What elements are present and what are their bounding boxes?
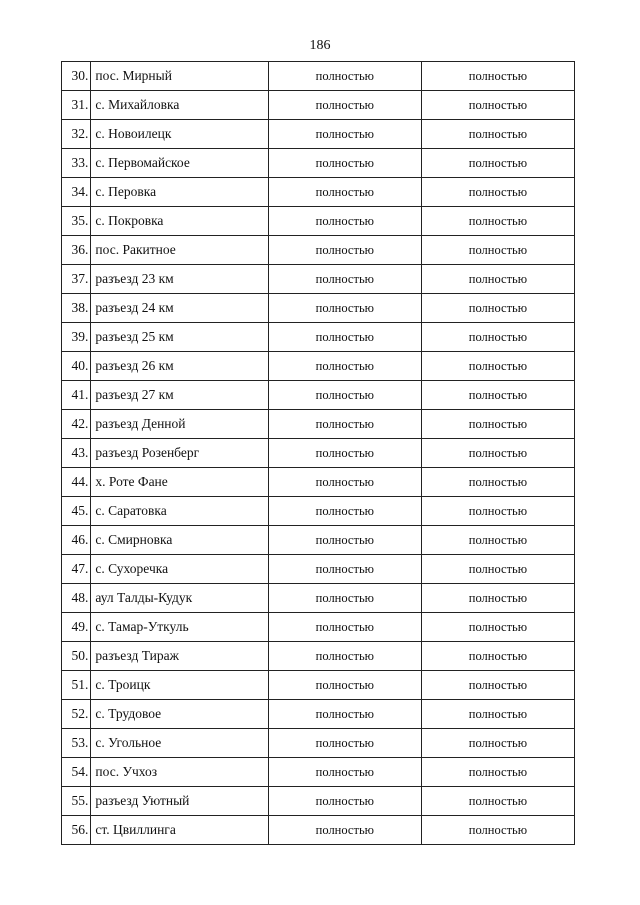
coverage-cell-2: полностью bbox=[421, 120, 574, 149]
row-number: 43. bbox=[62, 439, 91, 468]
settlement-name: ст. Цвиллинга bbox=[91, 816, 268, 845]
row-number: 30. bbox=[62, 62, 91, 91]
row-number: 36. bbox=[62, 236, 91, 265]
coverage-cell-1: полностью bbox=[268, 671, 421, 700]
coverage-cell-1: полностью bbox=[268, 62, 421, 91]
coverage-cell-1: полностью bbox=[268, 758, 421, 787]
coverage-cell-1: полностью bbox=[268, 323, 421, 352]
settlement-name: с. Смирновка bbox=[91, 526, 268, 555]
coverage-cell-2: полностью bbox=[421, 787, 574, 816]
row-number: 47. bbox=[62, 555, 91, 584]
coverage-cell-2: полностью bbox=[421, 294, 574, 323]
table-row bbox=[62, 700, 575, 729]
coverage-cell-2: полностью bbox=[421, 700, 574, 729]
table-row bbox=[62, 439, 575, 468]
coverage-cell-1: полностью bbox=[268, 729, 421, 758]
table-row bbox=[62, 584, 575, 613]
coverage-cell-1: полностью bbox=[268, 700, 421, 729]
table-row bbox=[62, 149, 575, 178]
coverage-cell-2: полностью bbox=[421, 149, 574, 178]
table-row bbox=[62, 555, 575, 584]
table-row bbox=[62, 178, 575, 207]
coverage-cell-1: полностью bbox=[268, 584, 421, 613]
settlement-name: с. Михайловка bbox=[91, 91, 268, 120]
settlement-name: пос. Ракитное bbox=[91, 236, 268, 265]
row-number: 33. bbox=[62, 149, 91, 178]
table-row bbox=[62, 787, 575, 816]
coverage-cell-1: полностью bbox=[268, 613, 421, 642]
row-number: 51. bbox=[62, 671, 91, 700]
table-row bbox=[62, 236, 575, 265]
row-number: 41. bbox=[62, 381, 91, 410]
coverage-cell-2: полностью bbox=[421, 352, 574, 381]
table-row bbox=[62, 729, 575, 758]
coverage-cell-1: полностью bbox=[268, 642, 421, 671]
table-body bbox=[62, 62, 575, 845]
row-number: 31. bbox=[62, 91, 91, 120]
row-number: 32. bbox=[62, 120, 91, 149]
coverage-cell-1: полностью bbox=[268, 410, 421, 439]
row-number: 46. bbox=[62, 526, 91, 555]
coverage-cell-2: полностью bbox=[421, 613, 574, 642]
table-row bbox=[62, 526, 575, 555]
settlement-name: с. Саратовка bbox=[91, 497, 268, 526]
coverage-cell-1: полностью bbox=[268, 497, 421, 526]
coverage-cell-1: полностью bbox=[268, 555, 421, 584]
table-row bbox=[62, 468, 575, 497]
row-number: 45. bbox=[62, 497, 91, 526]
coverage-cell-2: полностью bbox=[421, 526, 574, 555]
settlement-name: разъезд 25 км bbox=[91, 323, 268, 352]
coverage-cell-2: полностью bbox=[421, 642, 574, 671]
settlement-name: разъезд 26 км bbox=[91, 352, 268, 381]
table-row bbox=[62, 497, 575, 526]
row-number: 54. bbox=[62, 758, 91, 787]
coverage-cell-2: полностью bbox=[421, 91, 574, 120]
table-row bbox=[62, 816, 575, 845]
row-number: 48. bbox=[62, 584, 91, 613]
settlement-name: х. Роте Фане bbox=[91, 468, 268, 497]
coverage-cell-1: полностью bbox=[268, 178, 421, 207]
row-number: 56. bbox=[62, 816, 91, 845]
row-number: 50. bbox=[62, 642, 91, 671]
row-number: 53. bbox=[62, 729, 91, 758]
row-number: 52. bbox=[62, 700, 91, 729]
coverage-cell-1: полностью bbox=[268, 352, 421, 381]
coverage-cell-2: полностью bbox=[421, 62, 574, 91]
table-row bbox=[62, 294, 575, 323]
table-row bbox=[62, 352, 575, 381]
coverage-cell-1: полностью bbox=[268, 149, 421, 178]
table-row bbox=[62, 207, 575, 236]
coverage-cell-2: полностью bbox=[421, 584, 574, 613]
row-number: 44. bbox=[62, 468, 91, 497]
row-number: 40. bbox=[62, 352, 91, 381]
table-row bbox=[62, 91, 575, 120]
settlement-name: разъезд 24 км bbox=[91, 294, 268, 323]
coverage-cell-2: полностью bbox=[421, 555, 574, 584]
coverage-cell-2: полностью bbox=[421, 207, 574, 236]
coverage-cell-1: полностью bbox=[268, 526, 421, 555]
settlement-name: разъезд Розенберг bbox=[91, 439, 268, 468]
page-number: 186 bbox=[309, 38, 331, 53]
settlement-name: разъезд Уютный bbox=[91, 787, 268, 816]
settlement-name: с. Перовка bbox=[91, 178, 268, 207]
coverage-cell-1: полностью bbox=[268, 439, 421, 468]
settlement-name: разъезд 23 км bbox=[91, 265, 268, 294]
table-row bbox=[62, 642, 575, 671]
coverage-cell-2: полностью bbox=[421, 236, 574, 265]
settlement-name: пос. Мирный bbox=[91, 62, 268, 91]
coverage-cell-2: полностью bbox=[421, 265, 574, 294]
table-row bbox=[62, 265, 575, 294]
coverage-cell-2: полностью bbox=[421, 729, 574, 758]
coverage-cell-1: полностью bbox=[268, 265, 421, 294]
settlement-name: с. Тамар-Уткуль bbox=[91, 613, 268, 642]
settlement-name: с. Угольное bbox=[91, 729, 268, 758]
table-row bbox=[62, 758, 575, 787]
coverage-cell-2: полностью bbox=[421, 468, 574, 497]
row-number: 34. bbox=[62, 178, 91, 207]
settlement-name: пос. Учхоз bbox=[91, 758, 268, 787]
table-row bbox=[62, 323, 575, 352]
table-row bbox=[62, 381, 575, 410]
table-row bbox=[62, 671, 575, 700]
row-number: 38. bbox=[62, 294, 91, 323]
row-number: 35. bbox=[62, 207, 91, 236]
row-number: 42. bbox=[62, 410, 91, 439]
coverage-cell-1: полностью bbox=[268, 787, 421, 816]
settlement-name: с. Троицк bbox=[91, 671, 268, 700]
row-number: 55. bbox=[62, 787, 91, 816]
coverage-cell-2: полностью bbox=[421, 381, 574, 410]
coverage-cell-2: полностью bbox=[421, 439, 574, 468]
coverage-cell-1: полностью bbox=[268, 468, 421, 497]
settlement-name: аул Талды-Кудук bbox=[91, 584, 268, 613]
settlement-name: разъезд Денной bbox=[91, 410, 268, 439]
coverage-cell-2: полностью bbox=[421, 410, 574, 439]
settlement-name: разъезд Тираж bbox=[91, 642, 268, 671]
settlement-name: с. Сухоречка bbox=[91, 555, 268, 584]
row-number: 37. bbox=[62, 265, 91, 294]
coverage-cell-1: полностью bbox=[268, 294, 421, 323]
table-row bbox=[62, 613, 575, 642]
settlement-name: с. Трудовое bbox=[91, 700, 268, 729]
settlements-table bbox=[61, 61, 575, 845]
coverage-cell-1: полностью bbox=[268, 816, 421, 845]
coverage-cell-1: полностью bbox=[268, 207, 421, 236]
coverage-cell-2: полностью bbox=[421, 323, 574, 352]
coverage-cell-1: полностью bbox=[268, 236, 421, 265]
coverage-cell-2: полностью bbox=[421, 816, 574, 845]
coverage-cell-2: полностью bbox=[421, 178, 574, 207]
settlement-name: с. Первомайское bbox=[91, 149, 268, 178]
settlement-name: разъезд 27 км bbox=[91, 381, 268, 410]
table-row bbox=[62, 410, 575, 439]
coverage-cell-2: полностью bbox=[421, 671, 574, 700]
settlement-name: с. Покровка bbox=[91, 207, 268, 236]
table-row bbox=[62, 120, 575, 149]
coverage-cell-1: полностью bbox=[268, 381, 421, 410]
settlement-name: с. Новоилецк bbox=[91, 120, 268, 149]
coverage-cell-2: полностью bbox=[421, 497, 574, 526]
row-number: 49. bbox=[62, 613, 91, 642]
coverage-cell-1: полностью bbox=[268, 91, 421, 120]
coverage-cell-1: полностью bbox=[268, 120, 421, 149]
table-row bbox=[62, 62, 575, 91]
coverage-cell-2: полностью bbox=[421, 758, 574, 787]
row-number: 39. bbox=[62, 323, 91, 352]
